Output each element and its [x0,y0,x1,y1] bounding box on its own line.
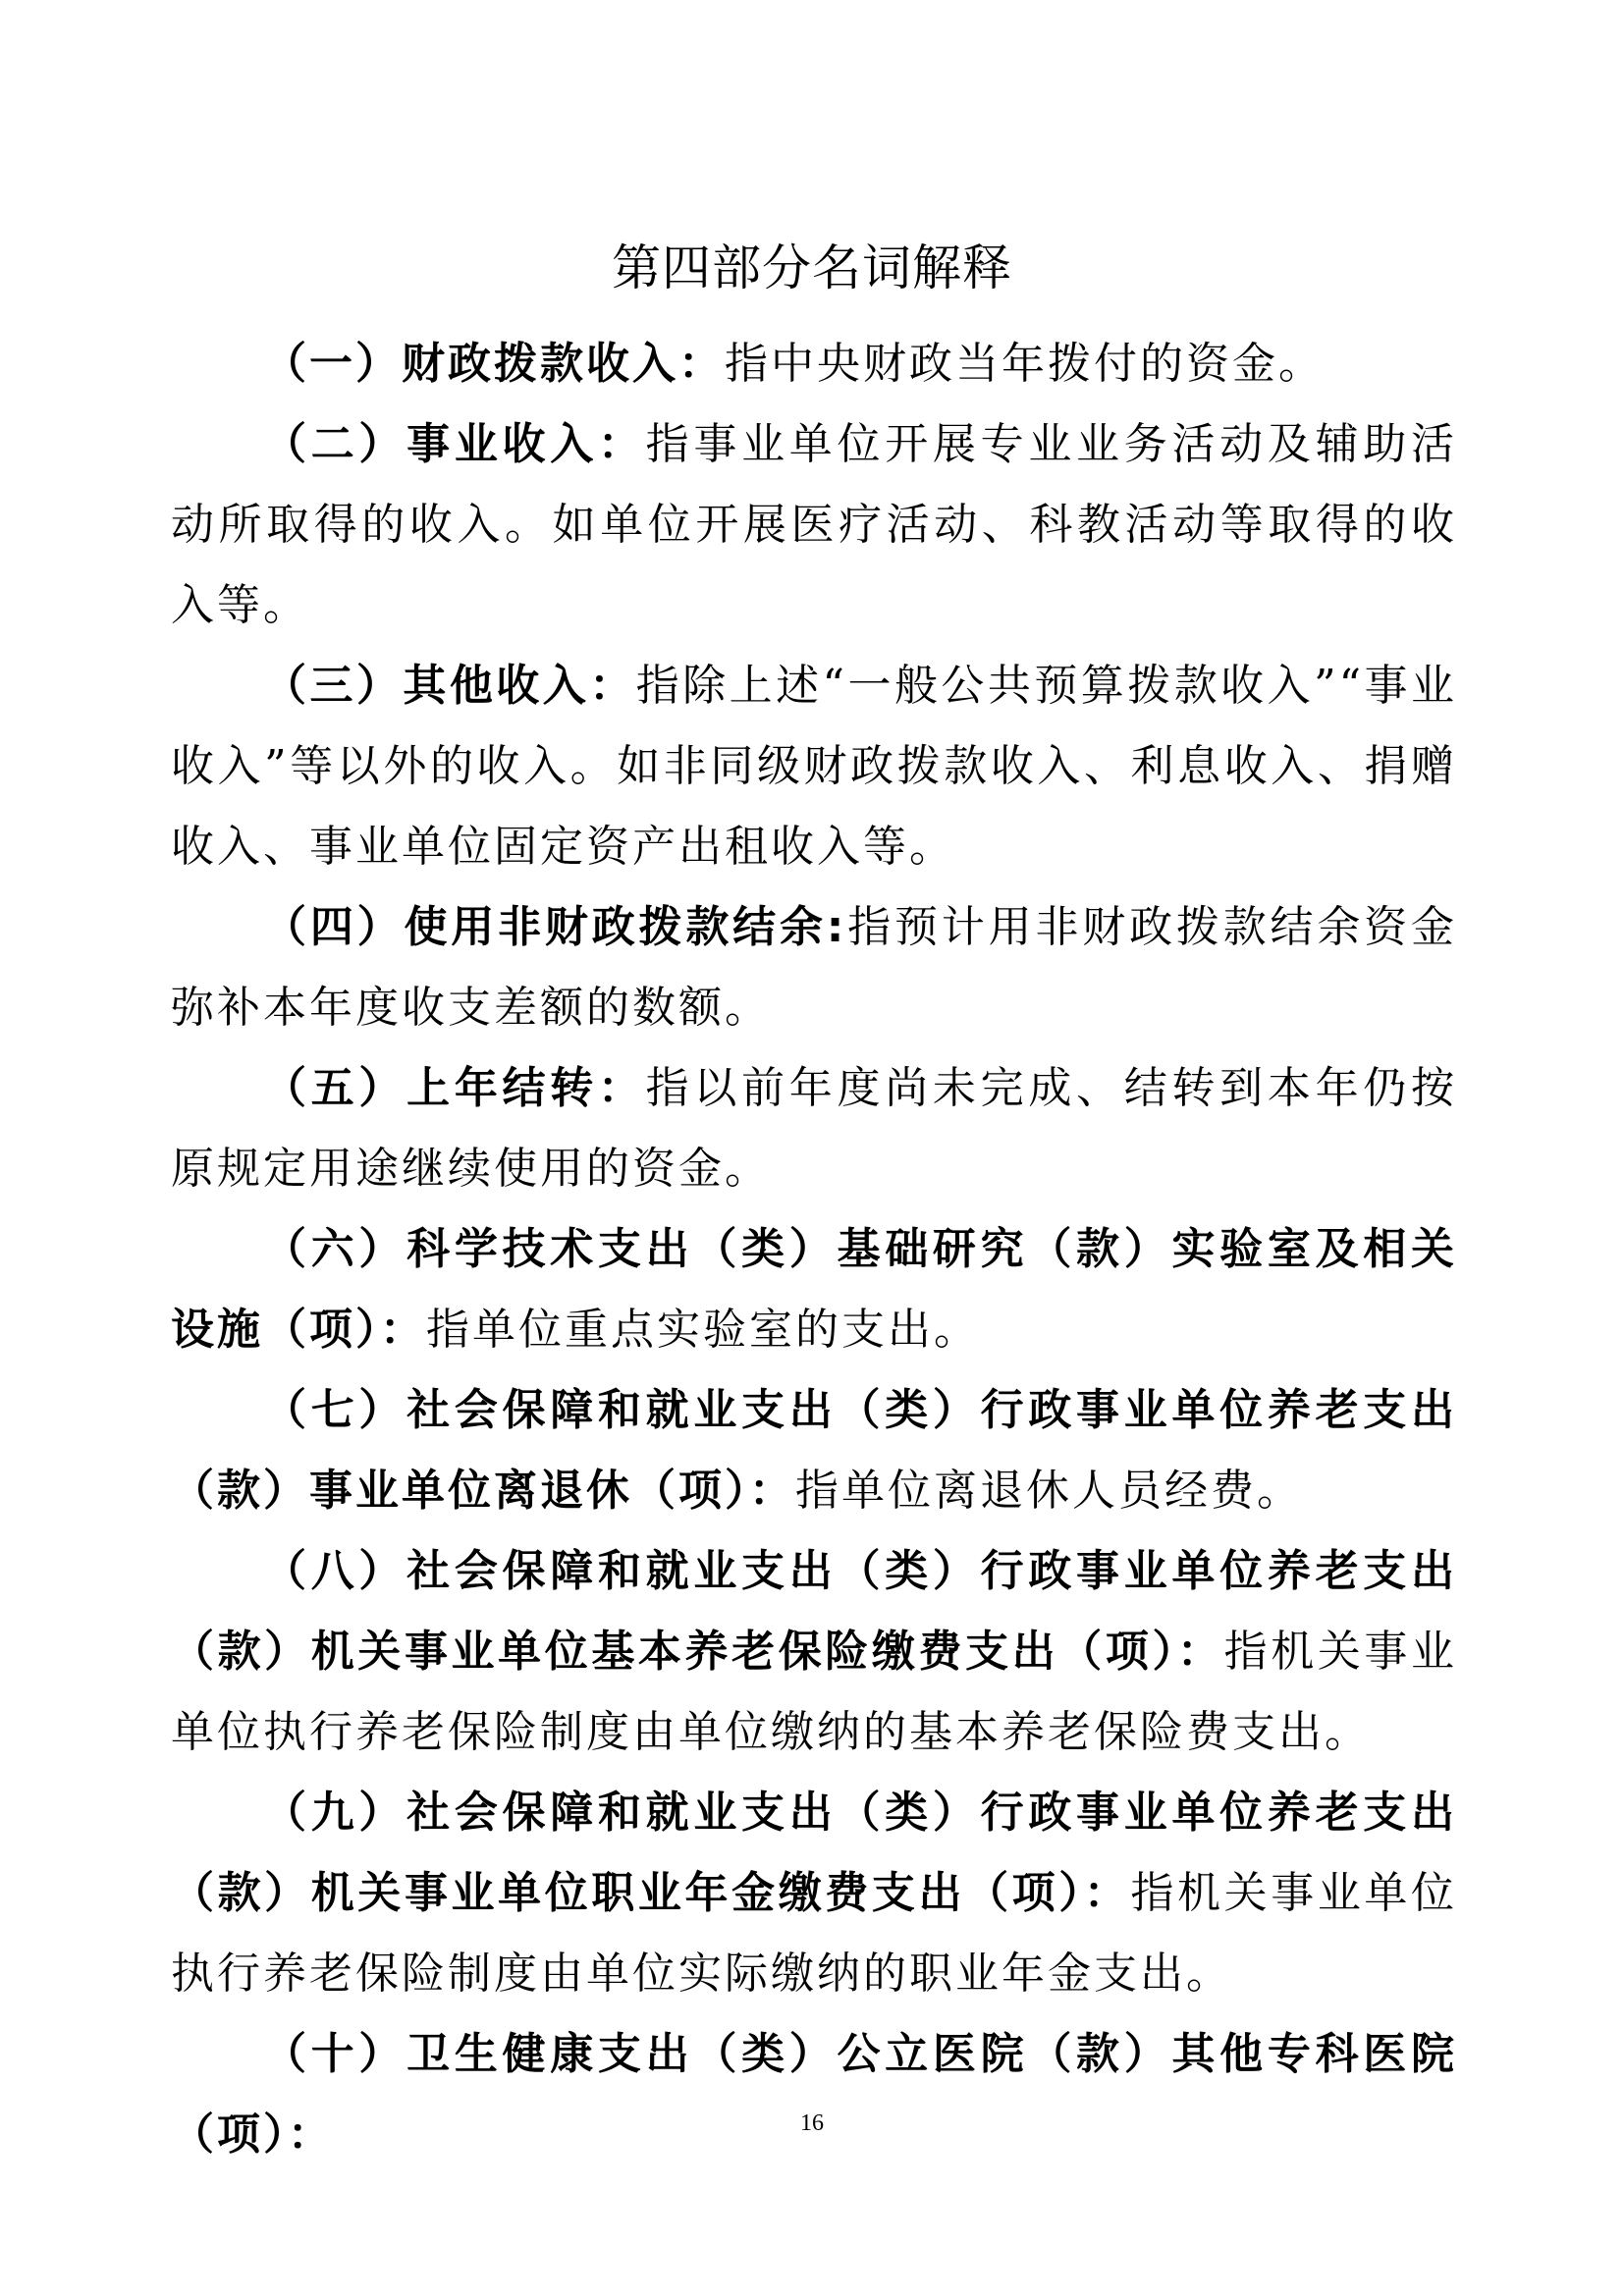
definition-term: （九）社会保障和就业支出（类）行政事业单位养老支出（款）机关事业单位职业年金缴费支出（项）： [171,1788,1457,1918]
definition-term: （八）社会保障和就业支出（类）行政事业单位养老支出（款）机关事业单位基本养老保险缴费支出（项）： [171,1546,1457,1677]
page-title: 第四部分名词解释 [612,240,1012,296]
definition-term: （二）事业收入： [263,419,646,469]
definition-item [171,887,1457,1048]
definition-item [171,404,1457,646]
definition-term: （四）使用非财政拨款结余: [263,902,847,952]
definition-item [171,1773,1457,2014]
definition-item [171,646,1457,887]
definition-text: 指机关事业单位执行养老保险制度由单位缴纳的基本养老保险费支出。 [171,1627,1458,1757]
definition-item [171,1048,1457,1209]
definition-text: 指以前年度尚未完成、结转到本年仍按原规定用途继续使用的资金。 [171,1063,1458,1194]
definition-text: 指事业单位开展专业业务活动及辅助活动所取得的收入。如单位开展医疗活动、科教活动等取得的收入等。 [171,419,1458,630]
definition-term: （六）科学技术支出（类）基础研究（款）实验室及相关设施（项）： [171,1224,1457,1355]
definition-term: （三）其他收入： [263,661,636,711]
definitions-list [171,324,1457,2175]
definition-item [171,1370,1457,1531]
definition-term: （十）卫生健康支出（类）公立医院（款）其他专科医院（项）： [171,2029,1457,2160]
definition-text: 指机关事业单位执行养老保险制度由单位实际缴纳的职业年金支出。 [171,1868,1458,1999]
definition-item [171,324,1457,404]
definition-text: 指中央财政当年拨付的资金。 [725,339,1325,389]
definition-text: 指除上述“一般公共预算拨款收入”“事业收入”等以外的收入。如非同级财政拨款收入、利息收入、捐赠收入、事业单位固定资产出租收入等。 [171,661,1457,872]
definition-item [171,2014,1457,2175]
definition-term: （一）财政拨款收入： [263,339,725,389]
definition-text: 指预计用非财政拨款结余资金弥补本年度收支差额的数额。 [171,902,1457,1033]
definition-term: （七）社会保障和就业支出（类）行政事业单位养老支出（款）事业单位离退休（项）： [171,1385,1457,1516]
definition-text: 指单位重点实验室的支出。 [426,1305,980,1355]
definition-item [171,1209,1457,1370]
definition-item [171,1531,1457,1773]
definition-term: （五）上年结转： [263,1063,646,1113]
page-number: 16 [800,2110,824,2136]
definition-text: 指单位离退休人员经费。 [795,1466,1303,1516]
